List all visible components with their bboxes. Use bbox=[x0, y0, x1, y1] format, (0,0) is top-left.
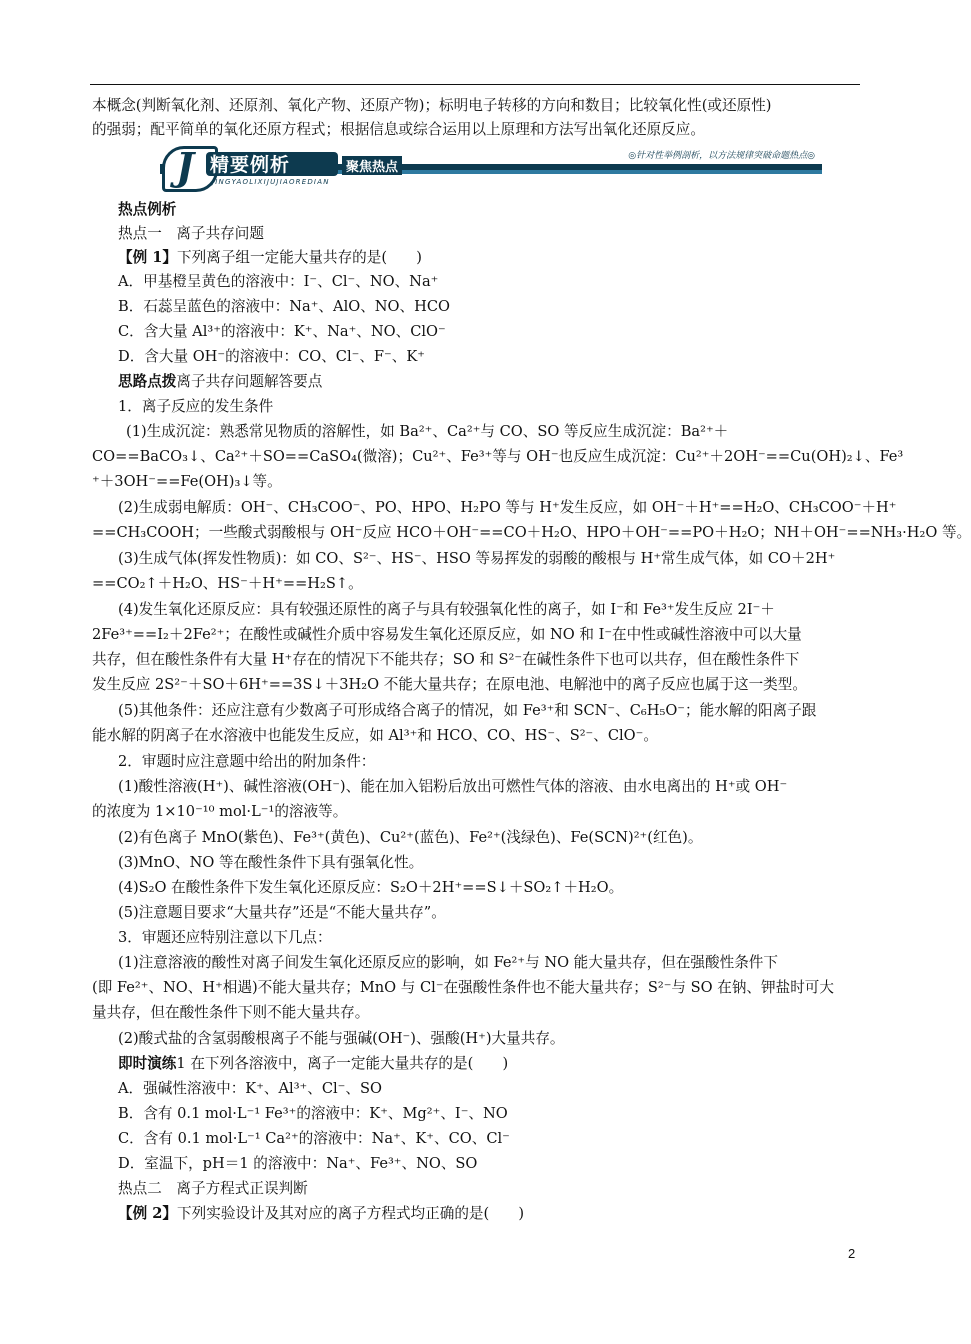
tips-line: (5)注意题目要求“大量共存”还是“不能大量共存”。 bbox=[118, 904, 446, 921]
tips-heading bbox=[118, 370, 862, 394]
tips-line: (1)酸性溶液(H⁺)、碱性溶液(OH⁻)、能在加入铝粉后放出可燃性气体的溶液、由水电离出的 H⁺或 OH⁻ bbox=[118, 778, 788, 795]
drill-1-option-c: C．含有 0.1 mol·L⁻¹ Ca²⁺的溶液中：Na⁺、K⁺、CO、Cl⁻ bbox=[118, 1130, 510, 1147]
tips-line: (1)生成沉淀：熟悉常见物质的溶解性，如 Ba²⁺、Ca²⁺与 CO、SO 等反应生成沉淀：Ba²⁺＋ bbox=[126, 423, 729, 440]
example-1 bbox=[118, 246, 862, 270]
example-2-tag: 【例 2】 bbox=[118, 1205, 178, 1222]
top-rule bbox=[90, 84, 860, 85]
example-1-option-b: B．石蕊呈蓝色的溶液中：Na⁺、AlO、NO、HCO bbox=[118, 298, 450, 315]
example-2-stem: 下列实验设计及其对应的离子方程式均正确的是( ) bbox=[177, 1205, 525, 1222]
banner-logo-letter: J bbox=[176, 144, 194, 189]
tips-section-2: 2．审题时应注意题中给出的附加条件： bbox=[118, 753, 376, 770]
intro-line-2: 的强弱；配平简单的氧化还原方程式；根据信息或综合运用以上原理和方法写出氧化还原反应。 bbox=[92, 121, 705, 138]
example-1-option-d: D．含大量 OH⁻的溶液中：CO、Cl⁻、F⁻、K⁺ bbox=[118, 348, 425, 365]
tips-line: ==CO₂↑＋H₂O、HS⁻＋H⁺==H₂S↑。 bbox=[92, 575, 363, 592]
tips-line: CO==BaCO₃↓、Ca²⁺＋SO==CaSO₄(微溶)；Cu²⁺、Fe³⁺等与 OH⁻也反应生成沉淀：Cu²⁺＋2OH⁻==Cu(OH)₂↓、Fe³ bbox=[92, 448, 904, 465]
example-1-stem: 下列离子组一定能大量共存的是( ) bbox=[177, 249, 422, 266]
drill-1-option-b: B．含有 0.1 mol·L⁻¹ Fe³⁺的溶液中：K⁺、Mg²⁺、I⁻、NO bbox=[118, 1105, 508, 1122]
tips-tag: 思路点拨 bbox=[118, 373, 177, 390]
tips-line: (3)MnO、NO 等在酸性条件下具有强氧化性。 bbox=[118, 854, 424, 871]
section-banner bbox=[160, 146, 822, 190]
tips-line: (3)生成气体(挥发性物质)：如 CO、S²⁻、HS⁻、HSO 等易挥发的弱酸的酸根与 H⁺常生成气体，如 CO＋2H⁺ bbox=[118, 550, 836, 567]
tips-line: 2Fe³⁺==I₂＋2Fe²⁺；在酸性或碱性介质中容易发生氧化还原反应，如 NO 和 I⁻在中性或碱性溶液中可以大量 bbox=[92, 626, 802, 643]
hot-point-1: 热点一 离子共存问题 bbox=[118, 225, 264, 242]
tips-section-1: 1．离子反应的发生条件 bbox=[118, 398, 274, 415]
tips-line: (1)注意溶液的酸性对离子间发生氧化还原反应的影响，如 Fe²⁺与 NO 能大量共存，但在强酸性条件下 bbox=[118, 954, 778, 971]
tips-line: (即 Fe²⁺、NO、H⁺相遇)不能大量共存；MnO 与 Cl⁻在强酸性条件也不能大量共存；S²⁻与 SO 在钠、钾盐时可大 bbox=[92, 979, 834, 996]
tips-line: (2)酸式盐的含氢弱酸根离子不能与强碱(OH⁻)、强酸(H⁺)大量共存。 bbox=[118, 1030, 565, 1047]
banner-title: 精要例析 bbox=[210, 154, 291, 176]
tips-line: 共存，但在酸性条件有大量 H⁺存在的情况下不能共存；SO 和 S²⁻在碱性条件下也可以共存，但在酸性条件下 bbox=[92, 651, 800, 668]
example-1-tag: 【例 1】 bbox=[118, 249, 178, 266]
tips-line: (4)发生氧化还原反应：具有较强还原性的离子与具有较强氧化性的离子，如 I⁻和 Fe³⁺发生反应 2I⁻＋ bbox=[118, 601, 775, 618]
page-number: 2 bbox=[848, 1246, 856, 1261]
tips-title: 离子共存问题解答要点 bbox=[176, 373, 323, 390]
example-1-option-c: C．含大量 Al³⁺的溶液中：K⁺、Na⁺、NO、ClO⁻ bbox=[118, 323, 446, 340]
tips-line: (2)生成弱电解质：OH⁻、CH₃COO⁻、PO、HPO、H₂PO 等与 H⁺发生反应，如 OH⁻＋H⁺==H₂O、CH₃COO⁻＋H⁺ bbox=[118, 499, 897, 516]
banner-pinyin: JINGYAOLIXIJUJIAOREDIAN bbox=[212, 178, 330, 186]
drill-1-stem: 1 在下列各溶液中，离子一定能大量共存的是( ) bbox=[176, 1055, 509, 1072]
drill-1-option-d: D．室温下，pH＝1 的溶液中：Na⁺、Fe³⁺、NO、SO bbox=[118, 1155, 478, 1172]
banner-right-text: ◎针对性举例剖析，以方法规律突破命题热点◎ bbox=[625, 148, 818, 161]
drill-1 bbox=[118, 1052, 862, 1076]
tips-line: 发生反应 2S²⁻＋SO＋6H⁺==3S↓＋3H₂O 不能大量共存；在原电池、电解池中的离子反应也属于这一类型。 bbox=[92, 676, 807, 693]
drill-1-option-a: A．强碱性溶液中：K⁺、Al³⁺、Cl⁻、SO bbox=[118, 1080, 382, 1097]
heading-hot-examples: 热点例析 bbox=[118, 201, 177, 218]
tips-line: (5)其他条件：还应注意有少数离子可形成络合离子的情况，如 Fe³⁺和 SCN⁻、C₆H₅O⁻；能水解的阳离子跟 bbox=[118, 702, 817, 719]
tips-line: ⁺＋3OH⁻==Fe(OH)₃↓等。 bbox=[92, 473, 282, 490]
intro-line-1: 本概念(判断氧化剂、还原剂、氧化产物、还原产物)；标明电子转移的方向和数目；比较氧化性(或还原性) bbox=[92, 97, 772, 114]
tips-section-3: 3．审题还应特别注意以下几点： bbox=[118, 929, 332, 946]
banner-subtitle: 聚焦热点 bbox=[342, 156, 402, 175]
drill-1-tag: 即时演练 bbox=[118, 1055, 177, 1072]
hot-point-2: 热点二 离子方程式正误判断 bbox=[118, 1180, 308, 1197]
tips-line: (2)有色离子 MnO(紫色)、Fe³⁺(黄色)、Cu²⁺(蓝色)、Fe²⁺(浅绿色)、Fe(SCN)²⁺(红色)。 bbox=[118, 829, 703, 846]
tips-line: ==CH₃COOH；一些酸式弱酸根与 OH⁻反应 HCO＋OH⁻==CO＋H₂O、HPO＋OH⁻==PO＋H₂O；NH＋OH⁻==NH₃·H₂O 等。 bbox=[92, 524, 971, 541]
example-1-option-a: A．甲基橙呈黄色的溶液中：I⁻、Cl⁻、NO、Na⁺ bbox=[118, 273, 439, 290]
tips-line: 的浓度为 1×10⁻¹⁰ mol·L⁻¹的溶液等。 bbox=[92, 803, 348, 820]
tips-line: (4)S₂O 在酸性条件下发生氧化还原反应：S₂O＋2H⁺==S↓＋SO₂↑＋H₂O。 bbox=[118, 879, 624, 896]
example-2 bbox=[118, 1202, 862, 1226]
tips-line: 能水解的阴离子在水溶液中也能发生反应，如 Al³⁺和 HCO、CO、HS⁻、S²⁻、ClO⁻。 bbox=[92, 727, 658, 744]
tips-line: 量共存，但在酸性条件下则不能大量共存。 bbox=[92, 1004, 370, 1021]
